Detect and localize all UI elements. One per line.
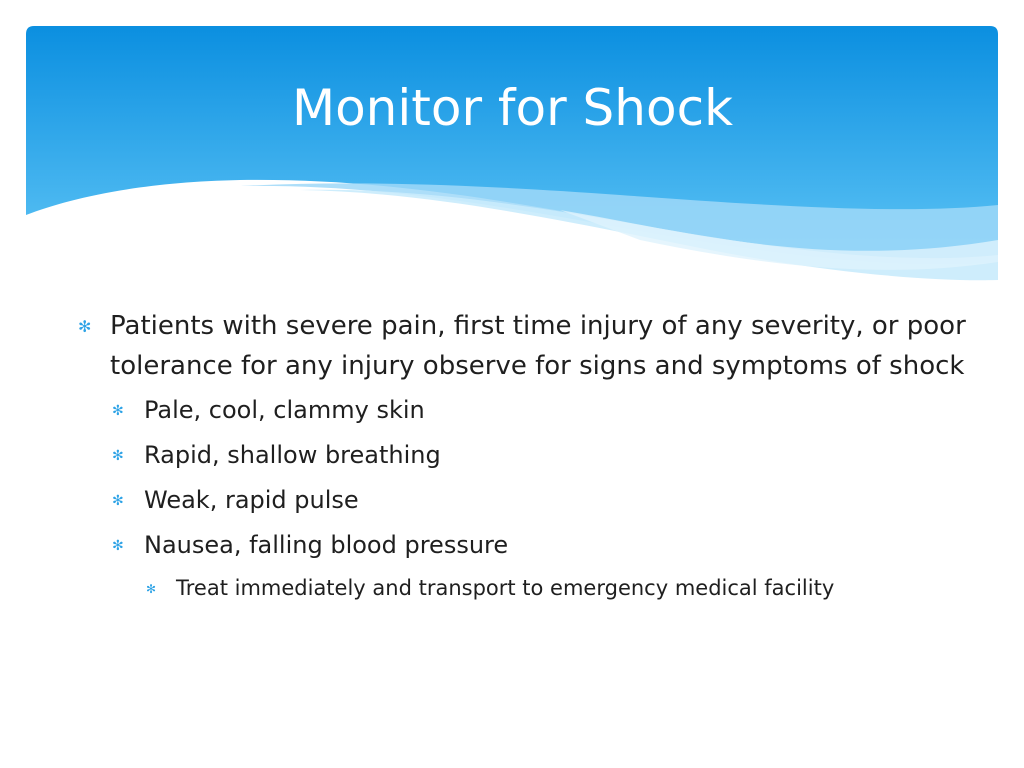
- bullet-text: Weak, rapid pulse: [144, 486, 359, 514]
- slide-title: Monitor for Shock: [291, 79, 734, 137]
- asterisk-bullet-icon: ✻: [146, 582, 157, 596]
- bullet-text: Rapid, shallow breathing: [144, 441, 441, 469]
- bullet-text: Treat immediately and transport to emergency medical facility: [176, 576, 835, 600]
- list-item: [112, 390, 998, 431]
- bullet-text: Pale, cool, clammy skin: [144, 396, 425, 424]
- asterisk-bullet-icon: ✻: [112, 538, 124, 554]
- asterisk-bullet-icon: ✻: [112, 403, 124, 419]
- asterisk-bullet-icon: ✻: [112, 493, 124, 509]
- list-item: [112, 435, 998, 476]
- bullet-text: Patients with severe pain, first time injury of any severity, or poor tolerance for any injury observe for signs and symptoms of shock: [110, 311, 966, 381]
- title-banner: [0, 0, 1024, 300]
- bullet-list: [78, 306, 998, 606]
- wave-banner-graphic: [0, 0, 1024, 300]
- list-item: [146, 570, 998, 606]
- asterisk-bullet-icon: ✻: [112, 448, 124, 464]
- list-item: [112, 480, 998, 521]
- bullet-text: Nausea, falling blood pressure: [144, 531, 509, 559]
- list-item: [112, 525, 998, 566]
- list-item: [78, 306, 998, 386]
- asterisk-bullet-icon: ✻: [78, 317, 92, 336]
